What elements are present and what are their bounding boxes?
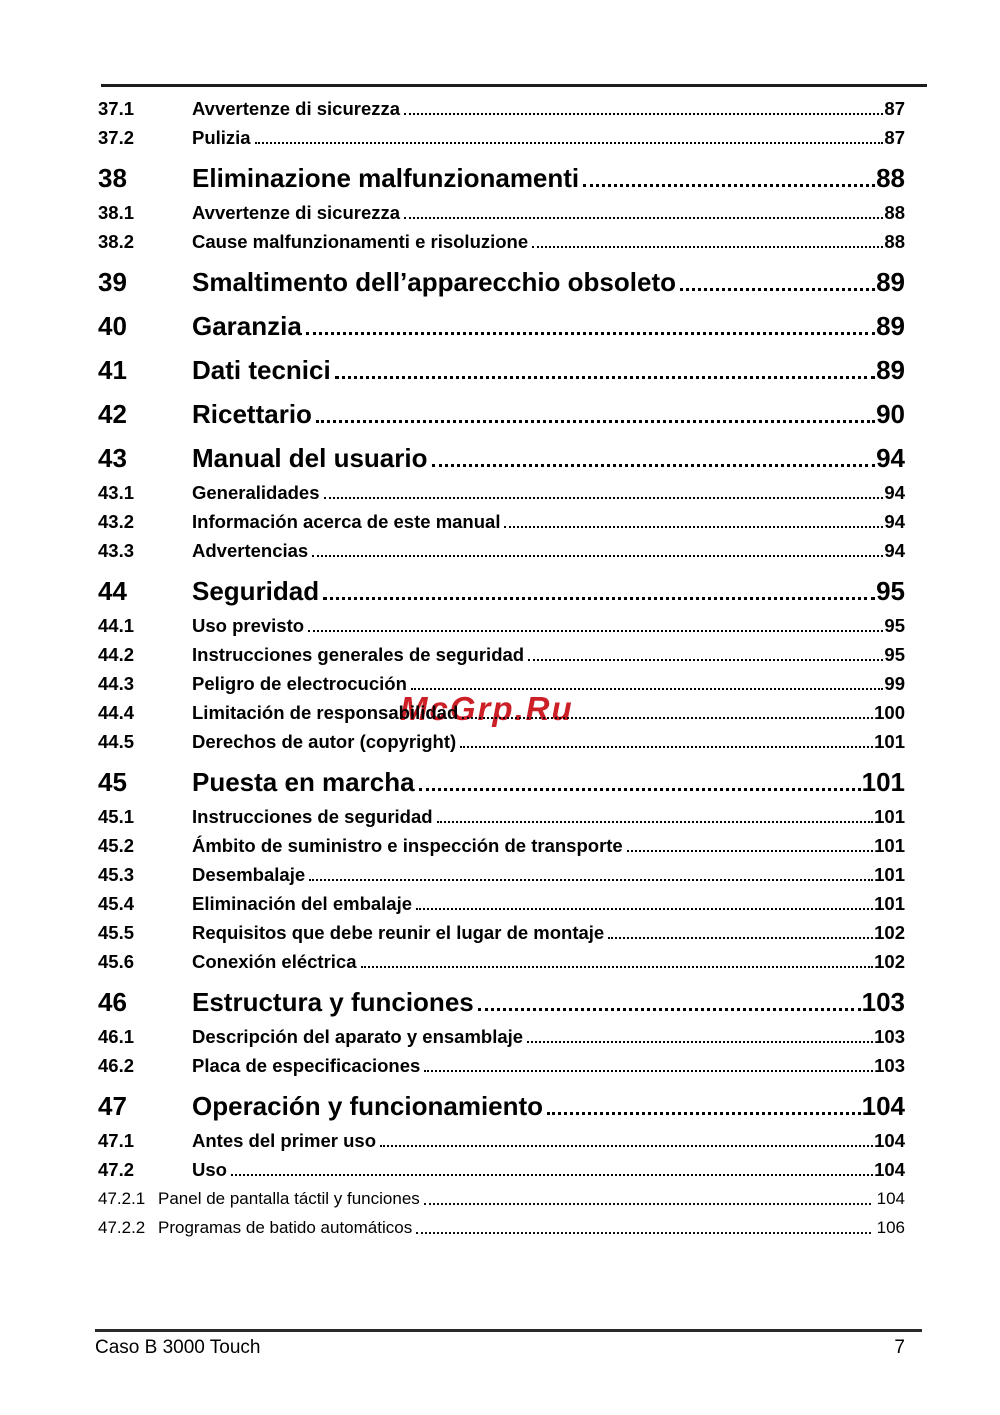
toc-entry-page: 102 [874, 951, 905, 972]
toc-leader-dots [462, 717, 873, 719]
toc-entry-page: 88 [876, 163, 905, 193]
toc-entry-title: Ricettario [192, 399, 312, 429]
toc-entry-page: 103 [861, 987, 905, 1017]
toc-entry-title: Estructura y funciones [192, 987, 474, 1017]
toc-entry-page: 104 [874, 1130, 905, 1151]
toc-leader-dots [416, 1232, 870, 1234]
toc-leader-dots [416, 908, 873, 910]
toc-entry [98, 831, 905, 860]
toc-entry-number: 44.3 [98, 673, 135, 694]
toc-entry-number: 43.2 [98, 511, 135, 532]
toc-entry-page: 88 [884, 202, 905, 223]
toc-entry-number: 38.1 [98, 202, 135, 223]
toc-leader-dots [309, 879, 873, 881]
toc-entry [98, 1022, 905, 1051]
toc-entry [98, 478, 905, 507]
toc-entry-number: 45.1 [98, 806, 135, 827]
toc-leader-dots [608, 937, 873, 939]
toc-entry-title: Información acerca de este manual [192, 511, 501, 532]
toc-entry-number: 38.2 [98, 231, 135, 252]
toc-entry-title: Requisitos que debe reunir el lugar de montaje [192, 922, 605, 943]
toc-entry-number: 40 [98, 311, 127, 341]
toc-entry-number: 47.2 [98, 1159, 135, 1180]
toc-entry-number: 46 [98, 987, 127, 1017]
toc-entry [98, 573, 905, 609]
toc-entry [98, 860, 905, 889]
toc-entry-number: 47 [98, 1091, 127, 1121]
toc-entry-number: 45 [98, 767, 127, 797]
toc-entry-number: 45.5 [98, 922, 135, 943]
toc-entry-number: 45.6 [98, 951, 135, 972]
toc-entry-number: 44.4 [98, 702, 135, 723]
toc-entry-page: 101 [861, 767, 905, 797]
toc-entry [98, 1051, 905, 1080]
toc-entry-page: 104 [874, 1159, 905, 1180]
toc-entry [98, 308, 905, 344]
toc-entry-title: Smaltimento dell’apparecchio obsoleto [192, 267, 676, 297]
toc-leader-dots [528, 659, 883, 661]
toc-leader-dots [547, 1112, 861, 1115]
toc-entry-number: 38 [98, 163, 127, 193]
toc-entry-title: Programas de batido automáticos [158, 1218, 413, 1237]
toc-leader-dots [532, 246, 883, 248]
toc-entry-page: 88 [884, 231, 905, 252]
toc-entry-title: Panel de pantalla táctil y funciones [158, 1189, 420, 1208]
toc-leader-dots [419, 788, 861, 791]
toc-entry-title: Eliminazione malfunzionamenti [192, 163, 580, 193]
toc-entry-title: Uso [192, 1159, 227, 1180]
toc-entry-title: Limitación de responsabilidad [192, 702, 459, 723]
toc-entry [98, 727, 905, 756]
toc-entry-page: 87 [884, 127, 905, 148]
toc-entry-title: Avvertenze di sicurezza [192, 202, 401, 223]
toc-entry-title: Generalidades [192, 482, 320, 503]
toc-leader-dots [680, 288, 875, 291]
toc-entry-page: 101 [874, 806, 905, 827]
toc-entry-number: 44.5 [98, 731, 135, 752]
toc-entry-title: Descripción del aparato y ensamblaje [192, 1026, 524, 1047]
toc-entry-title: Antes del primer uso [192, 1130, 377, 1151]
toc-entry [98, 802, 905, 831]
toc-leader-dots [380, 1145, 873, 1147]
toc-leader-dots [231, 1174, 873, 1176]
footer-document-title: Caso B 3000 Touch [95, 1337, 261, 1358]
toc-entry [98, 396, 905, 432]
toc-entry-page: 101 [874, 835, 905, 856]
toc-entry-page: 100 [874, 702, 905, 723]
footer [95, 1337, 905, 1359]
toc-entry-title: Operación y funcionamiento [192, 1091, 544, 1121]
toc-leader-dots [527, 1041, 873, 1043]
toc-leader-dots [404, 217, 883, 219]
toc-entry-number: 44 [98, 576, 127, 606]
toc-entry-title: Ámbito de suministro e inspección de transporte [192, 835, 623, 856]
toc-entry [98, 889, 905, 918]
toc-entry-page: 94 [884, 540, 905, 561]
toc-entry [98, 264, 905, 300]
toc-entry [98, 440, 905, 476]
toc-entry [98, 227, 905, 256]
toc-entry-title: Instrucciones generales de seguridad [192, 644, 525, 665]
toc-entry-title: Instrucciones de seguridad [192, 806, 433, 827]
toc-leader-dots [324, 497, 884, 499]
toc-entry-page: 94 [884, 511, 905, 532]
toc-entry-number: 39 [98, 267, 127, 297]
toc-leader-dots [335, 376, 875, 379]
toc-entry-title: Peligro de electrocución [192, 673, 407, 694]
toc-entry-page: 89 [876, 311, 905, 341]
toc-leader-dots [255, 142, 884, 144]
toc-entry-number: 42 [98, 399, 127, 429]
watermark: McGrp.Ru [400, 690, 574, 727]
toc-leader-dots [306, 332, 875, 335]
toc-entry [98, 984, 905, 1020]
toc-entry [98, 352, 905, 388]
toc-entry [98, 918, 905, 947]
toc-entry-title: Manual del usuario [192, 443, 428, 473]
toc-entry-title: Pulizia [192, 127, 251, 148]
toc-entry-title: Desembalaje [192, 864, 306, 885]
toc-entry-number: 43.1 [98, 482, 135, 503]
toc-entry-number: 44.1 [98, 615, 135, 636]
toc-entry-page: 102 [874, 922, 905, 943]
toc-leader-dots [323, 597, 875, 600]
toc-entry-page: 89 [876, 355, 905, 385]
toc-leader-dots [424, 1203, 871, 1205]
toc-entry-page: 90 [876, 399, 905, 429]
toc-leader-dots [316, 420, 875, 423]
toc-leader-dots [478, 1008, 861, 1011]
toc-leader-dots [504, 526, 883, 528]
toc-entry [98, 640, 905, 669]
toc-entry [98, 160, 905, 196]
toc-entry-title: Uso previsto [192, 615, 305, 636]
toc-entry-page: 101 [874, 893, 905, 914]
toc-leader-dots [627, 850, 873, 852]
toc-entry-page: 95 [884, 644, 905, 665]
toc-entry-number: 47.2.2 [98, 1218, 146, 1237]
toc-leader-dots [404, 113, 883, 115]
toc-entry-title: Dati tecnici [192, 355, 331, 385]
toc-entry [98, 698, 905, 727]
toc-leader-dots [437, 821, 874, 823]
toc-entry-title: Garanzia [192, 311, 302, 341]
toc-leader-dots [361, 966, 874, 968]
toc-entry-number: 41 [98, 355, 127, 385]
toc-entry-page: 94 [876, 443, 905, 473]
toc-entry-number: 45.4 [98, 893, 135, 914]
toc-entry-page: 106 [876, 1218, 905, 1237]
footer-rule [95, 1329, 922, 1332]
toc-entry-page: 95 [884, 615, 905, 636]
toc-entry-page: 103 [874, 1026, 905, 1047]
toc-entry-title: Advertencias [192, 540, 309, 561]
toc-entry [98, 1213, 905, 1242]
toc-entry [98, 94, 905, 123]
toc-entry-page: 104 [861, 1091, 905, 1121]
toc-entry-number: 37.1 [98, 98, 135, 119]
toc-entry-page: 101 [874, 864, 905, 885]
toc-list [98, 94, 905, 1242]
toc-entry-title: Seguridad [192, 576, 320, 606]
toc-entry-title: Avvertenze di sicurezza [192, 98, 401, 119]
toc-entry-title: Conexión eléctrica [192, 951, 357, 972]
toc-leader-dots [583, 184, 875, 187]
toc-leader-dots [411, 688, 884, 690]
toc-leader-dots [312, 555, 883, 557]
toc-entry-number: 44.2 [98, 644, 135, 665]
toc-entry-page: 103 [874, 1055, 905, 1076]
toc-entry-page: 101 [874, 731, 905, 752]
toc-entry-title: Cause malfunzionamenti e risoluzione [192, 231, 529, 252]
toc-entry-number: 47.1 [98, 1130, 135, 1151]
toc-entry [98, 1126, 905, 1155]
toc-entry-number: 37.2 [98, 127, 135, 148]
toc-entry-page: 87 [884, 98, 905, 119]
footer-page-number: 7 [894, 1337, 905, 1358]
toc-entry [98, 198, 905, 227]
toc-leader-dots [308, 630, 883, 632]
toc-entry [98, 764, 905, 800]
toc-entry-page: 95 [876, 576, 905, 606]
toc-entry-number: 45.3 [98, 864, 135, 885]
toc-entry-number: 46.2 [98, 1055, 135, 1076]
toc-entry [98, 123, 905, 152]
toc-entry-title: Derechos de autor (copyright) [192, 731, 457, 752]
toc-leader-dots [432, 464, 876, 467]
toc-entry [98, 536, 905, 565]
toc-entry-number: 43.3 [98, 540, 135, 561]
toc-leader-dots [460, 746, 873, 748]
toc-entry [98, 947, 905, 976]
top-rule [101, 84, 927, 87]
toc-entry [98, 507, 905, 536]
toc-entry-title: Placa de especificaciones [192, 1055, 421, 1076]
toc-entry-page: 99 [884, 673, 905, 694]
toc-entry-page: 89 [876, 267, 905, 297]
toc-entry [98, 1088, 905, 1124]
toc-entry-number: 46.1 [98, 1026, 135, 1047]
toc-entry-page: 104 [876, 1189, 905, 1208]
toc-entry [98, 669, 905, 698]
toc-entry-page: 94 [884, 482, 905, 503]
toc-entry-title: Eliminación del embalaje [192, 893, 413, 914]
toc-entry-title: Puesta en marcha [192, 767, 415, 797]
toc-entry-number: 43 [98, 443, 127, 473]
toc-entry [98, 611, 905, 640]
toc-entry [98, 1155, 905, 1184]
toc-entry [98, 1184, 905, 1213]
toc-leader-dots [424, 1070, 873, 1072]
toc-entry-number: 45.2 [98, 835, 135, 856]
toc-entry-number: 47.2.1 [98, 1189, 146, 1208]
